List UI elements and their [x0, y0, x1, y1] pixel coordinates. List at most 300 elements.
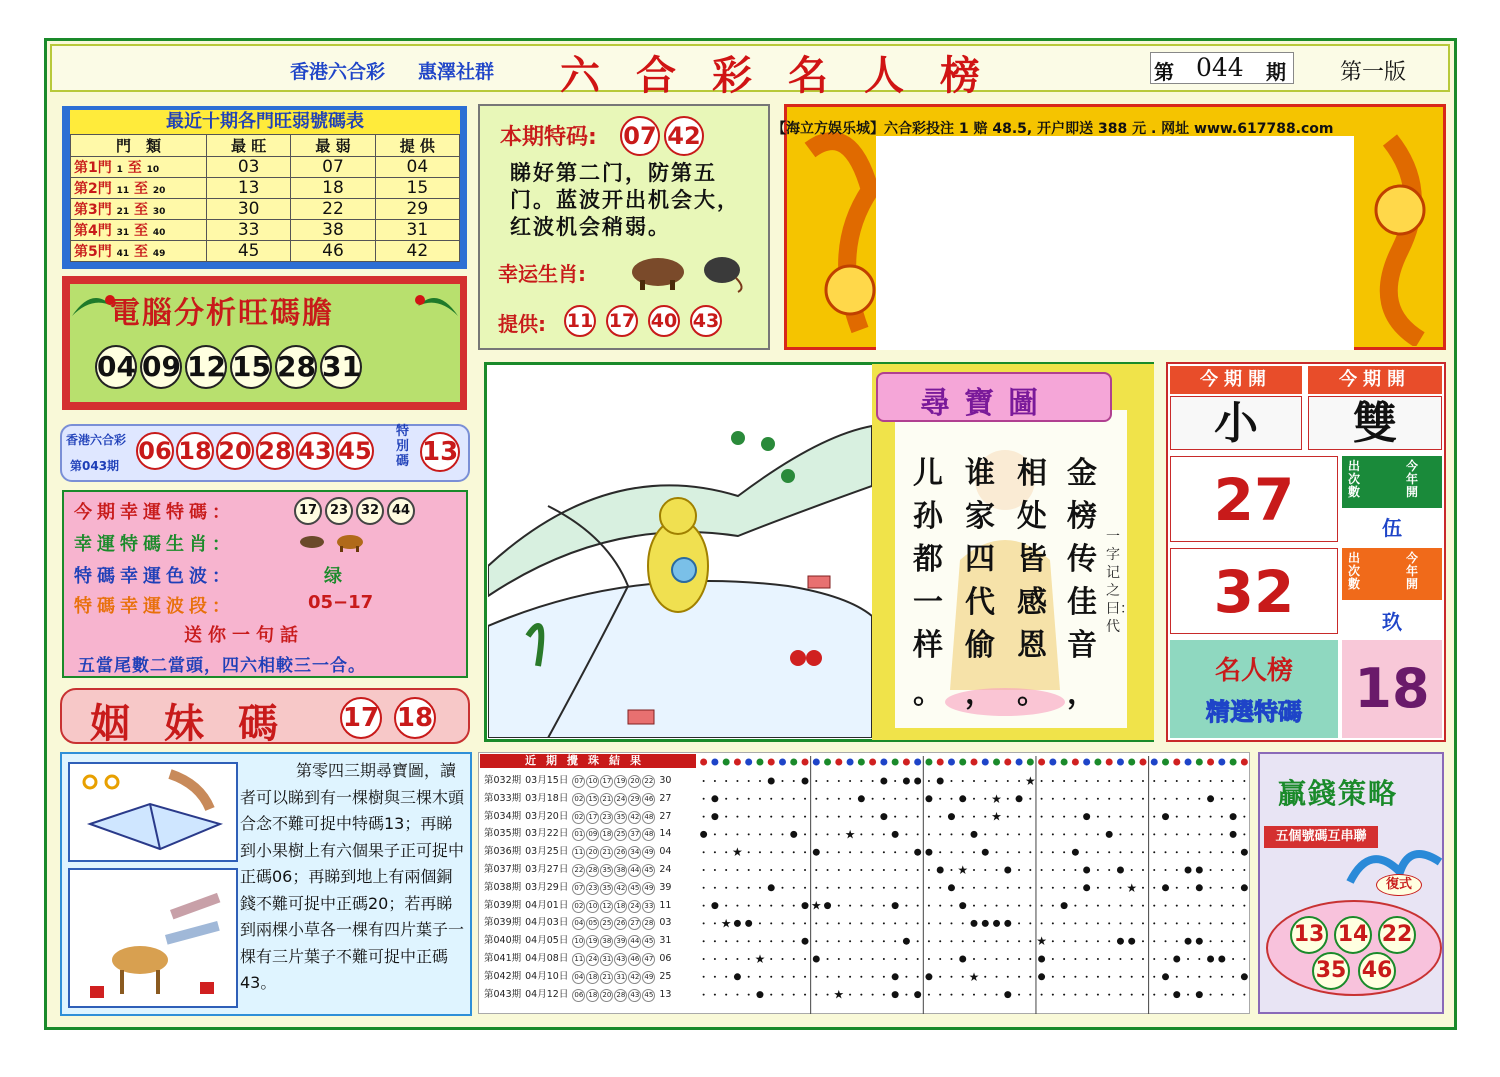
- empty-dot: [1108, 958, 1110, 960]
- luck-special-label: 今期幸運特碼：: [74, 502, 235, 523]
- offer-cell: 29: [375, 199, 459, 220]
- empty-dot: [905, 833, 907, 835]
- empty-dot: [1165, 780, 1167, 782]
- gate-to: 10: [146, 165, 160, 175]
- empty-dot: [1142, 816, 1144, 818]
- empty-dot: [883, 905, 885, 907]
- empty-dot: [1052, 976, 1054, 978]
- color-header-dot: [959, 759, 966, 766]
- empty-dot: [714, 958, 716, 960]
- empty-dot: [759, 869, 761, 871]
- empty-dot: [1198, 798, 1200, 800]
- color-header-dot: [1207, 759, 1214, 766]
- special-number-text: 睇好第二门，防第五门。蓝波开出机会大，红波机会稍弱。: [510, 161, 740, 239]
- empty-dot: [1232, 905, 1234, 907]
- empty-dot: [883, 887, 885, 889]
- empty-dot: [1210, 833, 1212, 835]
- history-number: 35: [600, 882, 613, 895]
- empty-dot: [905, 994, 907, 996]
- empty-dot: [1243, 994, 1245, 996]
- empty-dot: [703, 851, 705, 853]
- empty-dot: [1018, 780, 1020, 782]
- empty-dot: [962, 887, 964, 889]
- empty-dot: [849, 922, 851, 924]
- computer-analysis-title: 電腦分析旺碼膽: [110, 296, 334, 331]
- empty-dot: [827, 780, 829, 782]
- last-result-label: 香港六合彩: [66, 433, 127, 447]
- edition-label: 第一版: [1340, 60, 1407, 85]
- empty-dot: [781, 798, 783, 800]
- history-number: 10: [586, 900, 599, 913]
- empty-dot: [1029, 994, 1031, 996]
- empty-dot: [748, 976, 750, 978]
- empty-dot: [703, 869, 705, 871]
- empty-dot: [1063, 816, 1065, 818]
- empty-dot: [1029, 905, 1031, 907]
- empty-dot: [939, 922, 941, 924]
- empty-dot: [1029, 922, 1031, 924]
- color-header-dot: [1083, 759, 1090, 766]
- history-date: 04月01日: [525, 899, 569, 911]
- special-star-mark: ★: [720, 916, 732, 931]
- color-header-dot: [1117, 759, 1124, 766]
- empty-dot: [804, 994, 806, 996]
- empty-dot: [962, 976, 964, 978]
- empty-dot: [1187, 976, 1189, 978]
- empty-dot: [1153, 798, 1155, 800]
- pig-rat-zodiac-icon: [626, 248, 746, 294]
- empty-dot: [939, 976, 941, 978]
- empty-dot: [1176, 798, 1178, 800]
- drawn-number-dot: [1162, 813, 1169, 820]
- book-illustration: [68, 762, 238, 862]
- empty-dot: [1041, 869, 1043, 871]
- empty-dot: [928, 940, 930, 942]
- grid-mini-b1: 今年開: [1406, 459, 1419, 499]
- empty-dot: [894, 816, 896, 818]
- empty-dot: [996, 994, 998, 996]
- drawn-number-dot: [1162, 884, 1169, 891]
- empty-dot: [1176, 887, 1178, 889]
- empty-dot: [1052, 887, 1054, 889]
- drawn-number-dot: [880, 813, 887, 820]
- empty-dot: [725, 887, 727, 889]
- weak-cell: 46: [291, 241, 375, 262]
- strong-cell: 45: [207, 241, 291, 262]
- history-special: 03: [659, 917, 672, 929]
- empty-dot: [1142, 887, 1144, 889]
- empty-dot: [793, 798, 795, 800]
- empty-dot: [939, 816, 941, 818]
- history-number: 39: [614, 935, 627, 948]
- history-number: 45: [628, 882, 641, 895]
- empty-dot: [1131, 869, 1133, 871]
- gate-header-category: 門 類: [71, 135, 207, 157]
- empty-dot: [714, 851, 716, 853]
- history-date: 03月22日: [525, 828, 569, 840]
- empty-dot: [849, 994, 851, 996]
- famous-pick-number: 18: [1342, 640, 1442, 738]
- empty-dot: [973, 940, 975, 942]
- number-ball: 44: [387, 497, 415, 525]
- empty-dot: [759, 940, 761, 942]
- grid-number-1: 27: [1170, 456, 1338, 542]
- empty-dot: [781, 994, 783, 996]
- color-header-dot: [1016, 759, 1023, 766]
- number-ball: 17: [606, 305, 638, 337]
- empty-dot: [1153, 958, 1155, 960]
- empty-dot: [894, 922, 896, 924]
- empty-dot: [1029, 798, 1031, 800]
- empty-dot: [973, 869, 975, 871]
- special-star-mark: ★: [844, 827, 856, 842]
- drawn-number-dot: [1083, 867, 1090, 874]
- empty-dot: [770, 922, 772, 924]
- empty-dot: [860, 958, 862, 960]
- empty-dot: [1165, 958, 1167, 960]
- color-header-dot: [925, 759, 932, 766]
- number-ball: 12: [185, 345, 227, 389]
- empty-dot: [793, 976, 795, 978]
- drawn-number-dot: [903, 938, 910, 945]
- color-header-dot: [880, 759, 887, 766]
- issue-suffix: 期: [1266, 60, 1286, 84]
- empty-dot: [1210, 869, 1212, 871]
- empty-dot: [1029, 940, 1031, 942]
- empty-dot: [872, 816, 874, 818]
- history-number: 12: [600, 900, 613, 913]
- empty-dot: [1074, 869, 1076, 871]
- empty-dot: [872, 940, 874, 942]
- empty-dot: [1153, 940, 1155, 942]
- empty-dot: [1007, 798, 1009, 800]
- offer-label: 提供:: [498, 312, 546, 336]
- empty-dot: [748, 994, 750, 996]
- color-header-dot: [734, 759, 741, 766]
- drawn-number-dot: [768, 778, 775, 785]
- empty-dot: [1108, 922, 1110, 924]
- grid-mini-b2: 今年開: [1406, 551, 1419, 591]
- poem-column: 儿孙都一样: [913, 456, 943, 663]
- special-number-label: 本期特码:: [500, 125, 597, 150]
- number-ball: 42: [664, 116, 704, 156]
- empty-dot: [793, 905, 795, 907]
- drawn-number-dot: [1196, 867, 1203, 874]
- empty-dot: [950, 851, 952, 853]
- luck-phrase-title: 送你一句話: [184, 625, 304, 646]
- offer-numbers: [564, 305, 732, 337]
- empty-dot: [950, 833, 952, 835]
- drawn-number-dot: [1128, 938, 1135, 945]
- empty-dot: [1074, 816, 1076, 818]
- empty-dot: [1221, 780, 1223, 782]
- empty-dot: [917, 887, 919, 889]
- history-issue: 第035期: [484, 828, 522, 840]
- empty-dot: [962, 940, 964, 942]
- empty-dot: [1176, 816, 1178, 818]
- empty-dot: [894, 869, 896, 871]
- empty-dot: [815, 887, 817, 889]
- history-number: 28: [614, 989, 627, 1002]
- empty-dot: [1041, 798, 1043, 800]
- empty-dot: [1176, 905, 1178, 907]
- last-result-numbers: [136, 432, 376, 470]
- table-row: [71, 178, 460, 199]
- grid-number-2: 32: [1170, 548, 1338, 634]
- history-row: [484, 897, 671, 915]
- special-star-mark: ★: [968, 969, 980, 984]
- drawn-number-dot: [914, 991, 921, 998]
- special-label: 特別碼: [396, 424, 410, 469]
- empty-dot: [725, 958, 727, 960]
- history-row: [484, 825, 671, 843]
- empty-dot: [770, 976, 772, 978]
- history-number: 17: [586, 811, 599, 824]
- drawn-number-dot: [1117, 867, 1124, 874]
- color-header-dot: [1072, 759, 1079, 766]
- empty-dot: [1131, 816, 1133, 818]
- empty-dot: [770, 905, 772, 907]
- advertisement-text[interactable]: 【海立方娱乐城】六合彩投注 1 赔 48.5, 开户即送 388 元 . 网址 www.617788.com: [772, 121, 1334, 137]
- history-number: 31: [600, 953, 613, 966]
- color-header-dot: [1004, 759, 1011, 766]
- history-number: 26: [614, 846, 627, 859]
- empty-dot: [827, 887, 829, 889]
- empty-dot: [1052, 958, 1054, 960]
- special-star-mark: ★: [754, 952, 766, 966]
- empty-dot: [815, 798, 817, 800]
- history-date: 04月12日: [525, 988, 569, 1000]
- empty-dot: [1086, 922, 1088, 924]
- empty-dot: [1007, 887, 1009, 889]
- empty-dot: [872, 833, 874, 835]
- drawn-number-dot: [971, 920, 978, 927]
- empty-dot: [736, 869, 738, 871]
- history-number: 07: [572, 882, 585, 895]
- history-number: 11: [572, 953, 585, 966]
- sister-numbers: [340, 697, 448, 739]
- empty-dot: [827, 976, 829, 978]
- empty-dot: [703, 940, 705, 942]
- empty-dot: [1007, 958, 1009, 960]
- drawn-number-dot: [1241, 884, 1248, 891]
- gate-from: 31: [116, 228, 130, 238]
- empty-dot: [1052, 869, 1054, 871]
- color-header-dot: [824, 759, 831, 766]
- number-ball: 15: [230, 345, 272, 389]
- grid-chinese-2: 玖: [1382, 610, 1402, 634]
- empty-dot: [1232, 922, 1234, 924]
- empty-dot: [1029, 816, 1031, 818]
- empty-dot: [1153, 833, 1155, 835]
- empty-dot: [725, 816, 727, 818]
- monkey-landscape-illustration: [488, 366, 872, 738]
- empty-dot: [748, 833, 750, 835]
- table-row: [71, 241, 460, 262]
- drawn-number-dot: [1196, 884, 1203, 891]
- empty-dot: [905, 816, 907, 818]
- empty-dot: [984, 798, 986, 800]
- empty-dot: [928, 869, 930, 871]
- drawn-number-dot: [959, 902, 966, 909]
- drawn-number-dot: [1196, 938, 1203, 945]
- empty-dot: [1007, 940, 1009, 942]
- empty-dot: [1063, 798, 1065, 800]
- empty-dot: [894, 851, 896, 853]
- empty-dot: [973, 887, 975, 889]
- empty-dot: [1176, 851, 1178, 853]
- strategy-tag: 復式: [1376, 874, 1422, 896]
- drawn-number-dot: [768, 884, 775, 891]
- empty-dot: [781, 905, 783, 907]
- empty-dot: [1052, 905, 1054, 907]
- weak-cell: 18: [291, 178, 375, 199]
- offer-cell: 42: [375, 241, 459, 262]
- gate-cell: [71, 157, 207, 178]
- empty-dot: [950, 922, 952, 924]
- empty-dot: [1210, 851, 1212, 853]
- history-issue: 第038期: [484, 881, 522, 893]
- special-star-mark: ★: [991, 791, 1002, 806]
- empty-dot: [1108, 851, 1110, 853]
- gate-cell: [71, 178, 207, 199]
- history-number: 28: [642, 917, 655, 930]
- drawn-number-dot: [813, 849, 820, 856]
- empty-dot: [1142, 798, 1144, 800]
- history-special: 30: [659, 775, 672, 786]
- empty-dot: [703, 994, 705, 996]
- history-dot-chart: [698, 756, 1250, 1014]
- empty-dot: [1198, 976, 1200, 978]
- empty-dot: [883, 869, 885, 871]
- empty-dot: [1187, 994, 1189, 996]
- color-header-dot: [1027, 759, 1034, 766]
- color-header-dot: [971, 759, 978, 766]
- strong-cell: 33: [207, 220, 291, 241]
- empty-dot: [1187, 780, 1189, 782]
- drawn-number-dot: [1004, 920, 1011, 927]
- empty-dot: [1210, 816, 1212, 818]
- empty-dot: [1243, 958, 1245, 960]
- empty-dot: [1187, 887, 1189, 889]
- empty-dot: [1187, 833, 1189, 835]
- empty-dot: [984, 905, 986, 907]
- number-ball: 40: [648, 305, 680, 337]
- history-number: 21: [600, 793, 613, 806]
- empty-dot: [804, 958, 806, 960]
- drawn-number-dot: [1004, 991, 1011, 998]
- empty-dot: [1041, 816, 1043, 818]
- number-ball: 18: [176, 432, 214, 470]
- history-number: 05: [586, 917, 599, 930]
- empty-dot: [1243, 922, 1245, 924]
- strategy-subtitle: 五個號碼互串聯: [1264, 826, 1378, 848]
- famous-pick-title: 名人榜: [1214, 656, 1293, 686]
- number-ball: 31: [320, 345, 362, 389]
- history-special: 39: [659, 881, 672, 893]
- empty-dot: [748, 958, 750, 960]
- empty-dot: [1142, 976, 1144, 978]
- empty-dot: [872, 780, 874, 782]
- history-number: 20: [628, 775, 641, 788]
- empty-dot: [736, 816, 738, 818]
- history-number: 49: [642, 846, 655, 859]
- empty-dot: [1018, 922, 1020, 924]
- luck-range-value: 05−17: [308, 592, 374, 613]
- empty-dot: [781, 958, 783, 960]
- empty-dot: [1153, 816, 1155, 818]
- empty-dot: [1198, 851, 1200, 853]
- empty-dot: [883, 940, 885, 942]
- history-date: 03月27日: [525, 864, 569, 875]
- page-title: 六合彩名人榜: [560, 52, 1016, 99]
- history-number: 33: [642, 900, 655, 913]
- color-header-dot: [993, 759, 1000, 766]
- empty-dot: [1165, 994, 1167, 996]
- empty-dot: [962, 833, 964, 835]
- empty-dot: [883, 922, 885, 924]
- gate-name: 第5門: [74, 244, 112, 260]
- history-number: 47: [642, 953, 655, 966]
- empty-dot: [1029, 958, 1031, 960]
- luck-color-value: 绿: [324, 566, 342, 587]
- special-numbers: [620, 116, 708, 156]
- empty-dot: [1063, 851, 1065, 853]
- history-date: 04月08日: [525, 953, 569, 964]
- poem-column: 相处皆感恩: [1017, 456, 1047, 663]
- empty-dot: [1086, 994, 1088, 996]
- drawn-number-dot: [802, 902, 809, 909]
- empty-dot: [1198, 922, 1200, 924]
- number-ball: 20: [216, 432, 254, 470]
- empty-dot: [804, 887, 806, 889]
- drawn-number-dot: [1016, 795, 1023, 802]
- color-header-dot: [914, 759, 921, 766]
- history-issue: 第039期: [484, 917, 522, 929]
- drawn-number-dot: [914, 849, 921, 856]
- history-issue: 第032期: [484, 775, 522, 786]
- empty-dot: [1153, 922, 1155, 924]
- empty-dot: [973, 816, 975, 818]
- empty-dot: [1131, 994, 1133, 996]
- empty-dot: [838, 976, 840, 978]
- empty-dot: [905, 905, 907, 907]
- color-header-dot: [1218, 759, 1225, 766]
- gate-cell: [71, 241, 207, 262]
- drawn-number-dot: [1038, 956, 1045, 963]
- poem-punctuation: ，: [965, 676, 995, 711]
- empty-dot: [714, 922, 716, 924]
- drawn-number-dot: [1061, 902, 1068, 909]
- empty-dot: [838, 869, 840, 871]
- empty-dot: [1119, 798, 1121, 800]
- history-issue: 第039期: [484, 899, 522, 911]
- empty-dot: [1232, 851, 1234, 853]
- gate-header-strong: 最 旺: [207, 135, 291, 157]
- history-row: [484, 950, 671, 968]
- gate-to: 20: [152, 186, 166, 196]
- empty-dot: [1097, 976, 1099, 978]
- empty-dot: [759, 976, 761, 978]
- empty-dot: [827, 816, 829, 818]
- history-number: 31: [614, 971, 627, 984]
- drawn-number-dot: [1218, 956, 1225, 963]
- history-issue: 第040期: [484, 935, 522, 947]
- empty-dot: [1142, 958, 1144, 960]
- empty-dot: [736, 940, 738, 942]
- color-header-dot: [700, 759, 707, 766]
- history-issue: 第036期: [484, 846, 522, 858]
